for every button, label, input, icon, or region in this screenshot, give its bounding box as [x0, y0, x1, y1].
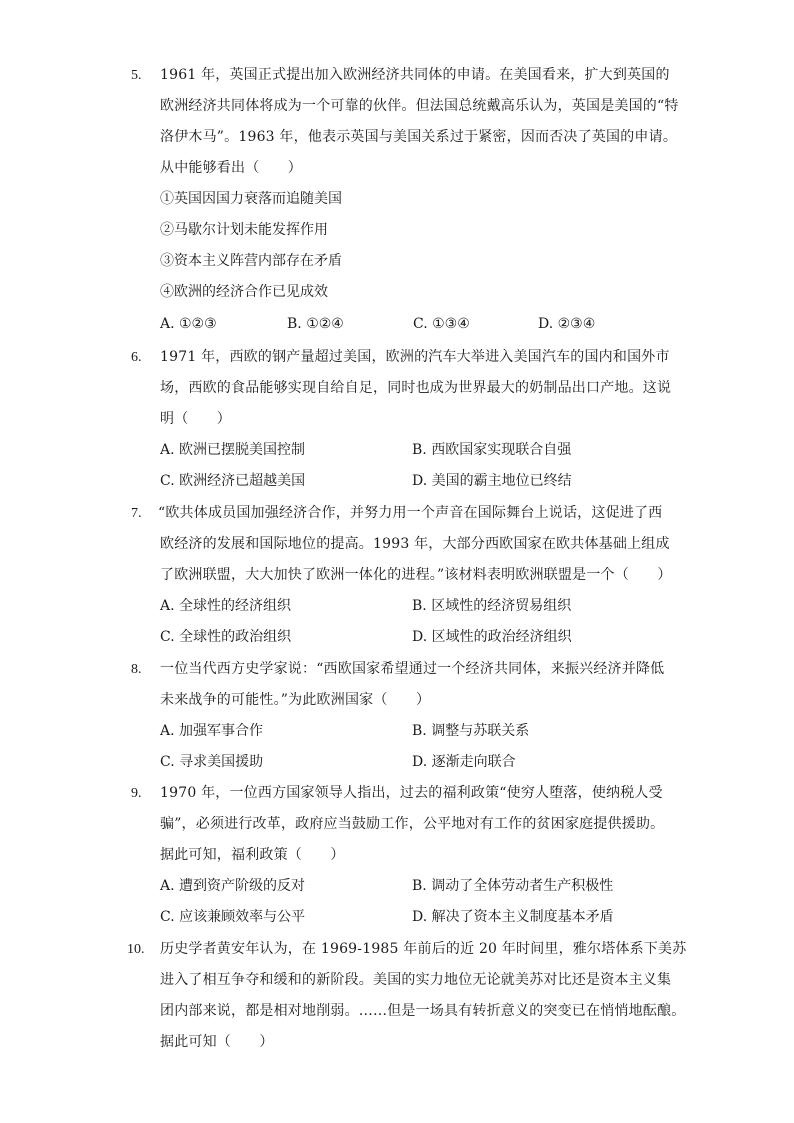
question-text-line: 骗”，必须进行改革，政府应当鼓励工作，公平地对有工作的贫困家庭提供援助。 — [160, 816, 665, 832]
question-text-line: 据此可知，福利政策（ ） — [160, 847, 345, 863]
question-number: 6. — [131, 350, 142, 365]
question-number: 7. — [131, 506, 142, 521]
question-number: 5. — [131, 68, 142, 83]
statement-4: ④欧洲的经济合作已见成效 — [160, 284, 328, 300]
question-number: 9. — [131, 786, 142, 801]
statement-3: ③资本主义阵营内部存在矛盾 — [160, 253, 342, 269]
question-text-line: 历史学者黄安年认为，在 1969-1985 年前后的近 20 年时间里，雅尔塔体系下美苏 — [160, 941, 687, 957]
statement-2: ②马歇尔计划未能发挥作用 — [160, 222, 328, 238]
option-c[interactable]: C. 欧洲经济已超越美国 — [160, 473, 306, 489]
question-text-line: 1961 年，英国正式提出加入欧洲经济共同体的申请。在美国看来，扩大到英国的 — [160, 67, 670, 83]
option-c[interactable]: C. ①③④ — [413, 316, 470, 332]
question-text-line: 从中能够看出（ ） — [160, 160, 302, 176]
option-d[interactable]: D. 美国的霸主地位已终结 — [412, 473, 572, 489]
option-d[interactable]: D. ②③④ — [538, 316, 596, 332]
question-number: 8. — [131, 662, 142, 677]
question-text-line: 1971 年，西欧的钢产量超过美国，欧洲的汽车大举进入美国汽车的国内和国外市 — [160, 349, 670, 365]
question-text-line: 洛伊木马”。1963 年，他表示英国与美国关系过于紧密，因而否决了英国的申请。 — [160, 129, 678, 145]
option-b[interactable]: B. 区域性的经济贸易组织 — [412, 598, 572, 614]
question-text-line: 据此可知（ ） — [160, 1034, 274, 1050]
question-text-line: 一位当代西方史学家说：“西欧国家希望通过一个经济共同体，来振兴经济并降低 — [160, 661, 665, 677]
question-text-line: 了欧洲联盟，大大加快了欧洲一体化的进程。”该材料表明欧洲联盟是一个（ ） — [160, 567, 672, 583]
question-text-line: 场，西欧的食品能够实现自给自足，同时也成为世界最大的奶制品出口产地。这说 — [160, 380, 672, 396]
option-c[interactable]: C. 应该兼顾效率与公平 — [160, 909, 306, 925]
option-b[interactable]: B. ①②④ — [287, 316, 344, 332]
option-a[interactable]: A. 遭到资产阶级的反对 — [160, 878, 306, 894]
option-c[interactable]: C. 全球性的政治组织 — [160, 629, 292, 645]
option-b[interactable]: B. 调整与苏联关系 — [412, 723, 530, 739]
statement-1: ①英国因国力衰落而追随美国 — [160, 191, 342, 207]
question-text-line: 团内部来说，都是相对地削弱。……但是一场具有转折意义的突变已在悄悄地酝酿。 — [160, 1003, 686, 1019]
option-c[interactable]: C. 寻求美国援助 — [160, 754, 264, 770]
option-a[interactable]: A. ①②③ — [160, 316, 217, 332]
question-text-line: 1970 年，一位西方国家领导人指出，过去的福利政策“使穷人堕落，使纳税人受 — [160, 785, 663, 801]
option-d[interactable]: D. 解决了资本主义制度基本矛盾 — [412, 909, 614, 925]
option-d[interactable]: D. 区域性的政治经济组织 — [412, 629, 572, 645]
option-a[interactable]: A. 全球性的经济组织 — [160, 598, 292, 614]
question-text-line: 进入了相互争夺和缓和的新阶段。美国的实力地位无论就美苏对比还是资本主义集 — [160, 972, 672, 988]
question-number: 10. — [127, 942, 145, 957]
option-b[interactable]: B. 调动了全体劳动者生产积极性 — [412, 878, 614, 894]
option-a[interactable]: A. 欧洲已摆脱美国控制 — [160, 442, 306, 458]
question-text-line: 未来战争的可能性。”为此欧洲国家（ ） — [160, 692, 431, 708]
option-b[interactable]: B. 西欧国家实现联合自强 — [412, 442, 572, 458]
question-text-line: 欧洲经济共同体将成为一个可靠的伙伴。但法国总统戴高乐认为，英国是美国的“特 — [160, 98, 679, 114]
question-text-line: 明（ ） — [160, 411, 231, 427]
option-a[interactable]: A. 加强军事合作 — [160, 723, 264, 739]
option-d[interactable]: D. 逐渐走向联合 — [412, 754, 516, 770]
question-text-line: 欧经济的发展和国际地位的提高。1993 年，大部分西欧国家在欧共体基础上组成 — [160, 536, 670, 552]
question-text-line: “欧共体成员国加强经济合作，并努力用一个声音在国际舞台上说话，这促进了西 — [158, 505, 663, 521]
